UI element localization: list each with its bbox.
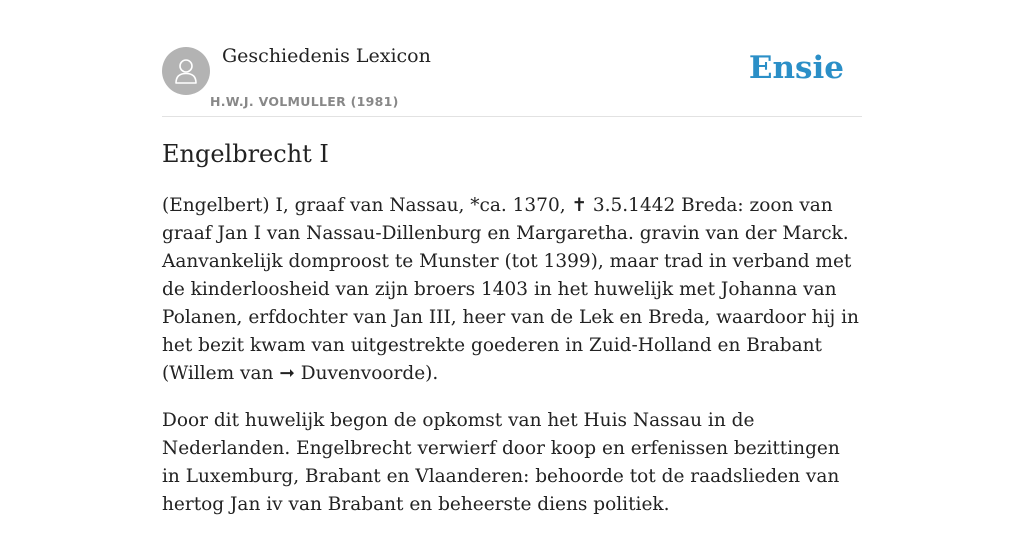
brand-logo[interactable]: Ensie — [748, 50, 844, 86]
source-title[interactable]: Geschiedenis Lexicon — [222, 45, 431, 67]
author-avatar[interactable] — [162, 47, 210, 95]
article-body — [162, 192, 862, 538]
author-name[interactable]: H.W.J. VOLMULLER (1981) — [210, 94, 399, 109]
user-icon — [173, 57, 199, 85]
article-paragraph — [162, 192, 862, 388]
arrow-right-icon: ➞ — [279, 363, 295, 384]
source-header — [162, 0, 862, 117]
cross-reference-link[interactable]: Duvenvoorde). — [300, 363, 439, 384]
paragraph-text: (Engelbert) I, graaf van Nassau, *ca. 1370, ✝ 3.5.1442 Breda: zoon van graaf Jan I van Nassau-Dillenburg en Margaretha. gravin van der Marck. Aanvankelijk domproost te Munster (tot 1399), maar trad in verband met de kinderloosheid van zijn broers 1403 in het huwelijk met Johanna van Polanen, erfdochter van Jan III, heer van de Lek en Breda, waardoor hij in het bezit kwam van uitgestrekte goederen in Zuid-Holland en Brabant (Willem van — [162, 195, 859, 384]
article-title: Engelbrecht I — [162, 140, 329, 168]
article-paragraph: Door dit huwelijk begon de opkomst van het Huis Nassau in de Nederlanden. Engelbrecht verwierf door koop en erfenissen bezittingen in Luxemburg, Brabant en Vlaanderen: behoorde tot de raadslieden van hertog Jan iv van Brabant en beheerste diens politiek. — [162, 410, 840, 515]
article-card — [162, 0, 862, 515]
